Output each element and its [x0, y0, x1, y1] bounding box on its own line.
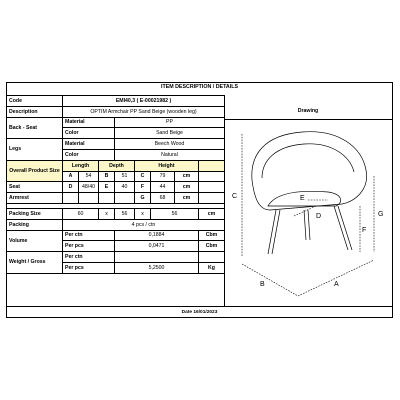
packing-size-v2: 56	[115, 208, 135, 219]
length-header: Length	[63, 160, 99, 171]
description-label: Description	[7, 106, 63, 117]
blank-cell	[199, 182, 225, 193]
description-row	[7, 106, 225, 117]
height-code: C	[135, 171, 151, 182]
chair-leg-front-left	[268, 210, 276, 254]
seat-length-value: 48/40	[79, 182, 99, 193]
volume-per-ctn-label: Per ctn	[63, 230, 115, 241]
volume-per-pcs-label: Per pcs	[63, 241, 115, 252]
packing-label: Packing	[7, 219, 63, 230]
blank-cell	[199, 160, 225, 171]
chair-leg-front-right-inner	[338, 206, 352, 250]
back-seat-material-row	[7, 117, 225, 128]
packing-value: 4 pcs / ctn	[63, 219, 225, 230]
weight-per-pcs-unit: Kg	[199, 262, 225, 273]
length-value: 54	[79, 171, 99, 182]
drawing-title: Drawing	[297, 108, 319, 114]
chair-leg-back	[304, 210, 306, 240]
packing-size-x2: x	[135, 208, 151, 219]
volume-per-ctn-unit: Cbm	[199, 230, 225, 241]
dim-label-b: B	[260, 281, 265, 288]
dim-line-a	[298, 260, 374, 296]
back-seat-material-label: Material	[63, 117, 115, 128]
spec-table	[6, 95, 225, 274]
armrest-row	[7, 193, 225, 204]
height-header: Height	[135, 160, 199, 171]
back-seat-label: Back - Seat	[7, 117, 63, 139]
weight-ctn-row	[7, 252, 225, 263]
chair-shell-inner	[262, 144, 354, 178]
dim-label-f: F	[362, 227, 367, 234]
seat-depth-code: E	[99, 182, 115, 193]
legs-label: Legs	[7, 139, 63, 161]
blank-cell	[79, 193, 99, 204]
chair-leg-back-inner	[308, 210, 310, 240]
packing-size-x1: x	[99, 208, 115, 219]
weight-per-ctn-value	[115, 252, 199, 263]
weight-per-pcs-value: 5,2500	[115, 262, 199, 273]
blank-cell	[99, 193, 115, 204]
weight-label: Weight / Gross	[7, 252, 63, 274]
dimension-header-row	[7, 160, 225, 171]
depth-code: B	[99, 171, 115, 182]
armrest-height-code: G	[135, 193, 151, 204]
legs-material-label: Material	[63, 139, 115, 150]
blank-cell	[115, 193, 135, 204]
blank-cell	[199, 171, 225, 182]
length-code: A	[63, 171, 79, 182]
legs-color-value: Natural	[115, 149, 225, 160]
packing-size-v1: 60	[63, 208, 99, 219]
dim-label-a: A	[334, 281, 339, 288]
legs-material-value: Beech Wood	[115, 139, 225, 150]
packing-row	[7, 219, 225, 230]
volume-label: Volume	[7, 230, 63, 252]
depth-header: Depth	[99, 160, 135, 171]
seat-label: Seat	[7, 182, 63, 193]
chair-shell-outline	[252, 132, 367, 210]
depth-value: 51	[115, 171, 135, 182]
volume-per-pcs-unit: Cbm	[199, 241, 225, 252]
description-value: OPTIM Armchair PP Sand Beige (wooden leg)	[63, 106, 225, 117]
armrest-height-value: 68	[151, 193, 175, 204]
dim-label-c: C	[232, 193, 238, 200]
seat-depth-value: 40	[115, 182, 135, 193]
weight-per-ctn-label: Per ctn	[63, 252, 115, 263]
blank-cell	[63, 193, 79, 204]
legs-material-row	[7, 139, 225, 150]
packing-size-v3: 56	[151, 208, 199, 219]
legs-color-label: Color	[63, 149, 115, 160]
unit-cell: cm	[175, 182, 199, 193]
back-seat-color-value: Sand Beige	[115, 128, 225, 139]
height-value: 79	[151, 171, 175, 182]
dim-label-d: D	[316, 213, 322, 220]
weight-per-pcs-label: Per pcs	[63, 262, 115, 273]
code-value: EMI40,3 ( E-00021982 )	[63, 96, 225, 107]
back-seat-material-value: PP	[115, 117, 225, 128]
blank-cell	[199, 252, 225, 263]
chair-leg-front-left-inner	[272, 210, 280, 254]
unit-cell: cm	[175, 193, 199, 204]
chair-drawing	[224, 120, 393, 306]
seat-height-value: 44	[151, 182, 175, 193]
dim-label-g: G	[378, 211, 384, 218]
volume-per-pcs-value: 0,0471	[115, 241, 199, 252]
seat-length-code: D	[63, 182, 79, 193]
packing-size-unit: cm	[199, 208, 225, 219]
code-row	[7, 96, 225, 107]
blank-cell	[199, 193, 225, 204]
date-footer: Date 16/01/2023	[6, 306, 393, 319]
back-seat-color-label: Color	[63, 128, 115, 139]
volume-ctn-row	[7, 230, 225, 241]
armrest-label: Armrest	[7, 193, 63, 204]
packing-size-label: Packing Size	[7, 208, 63, 219]
code-label: Code	[7, 96, 63, 107]
dim-label-e: E	[300, 195, 305, 202]
chair-leg-front-right	[334, 206, 348, 250]
overall-size-label: Overall Product Size	[7, 160, 63, 182]
unit-cell: cm	[175, 171, 199, 182]
packing-size-row	[7, 208, 225, 219]
dim-line-b	[242, 264, 298, 296]
seat-size-row	[7, 182, 225, 193]
page-title: ITEM DESCRIPTION / DETAILS	[160, 84, 238, 90]
volume-per-ctn-value: 0,1884	[115, 230, 199, 241]
seat-height-code: F	[135, 182, 151, 193]
